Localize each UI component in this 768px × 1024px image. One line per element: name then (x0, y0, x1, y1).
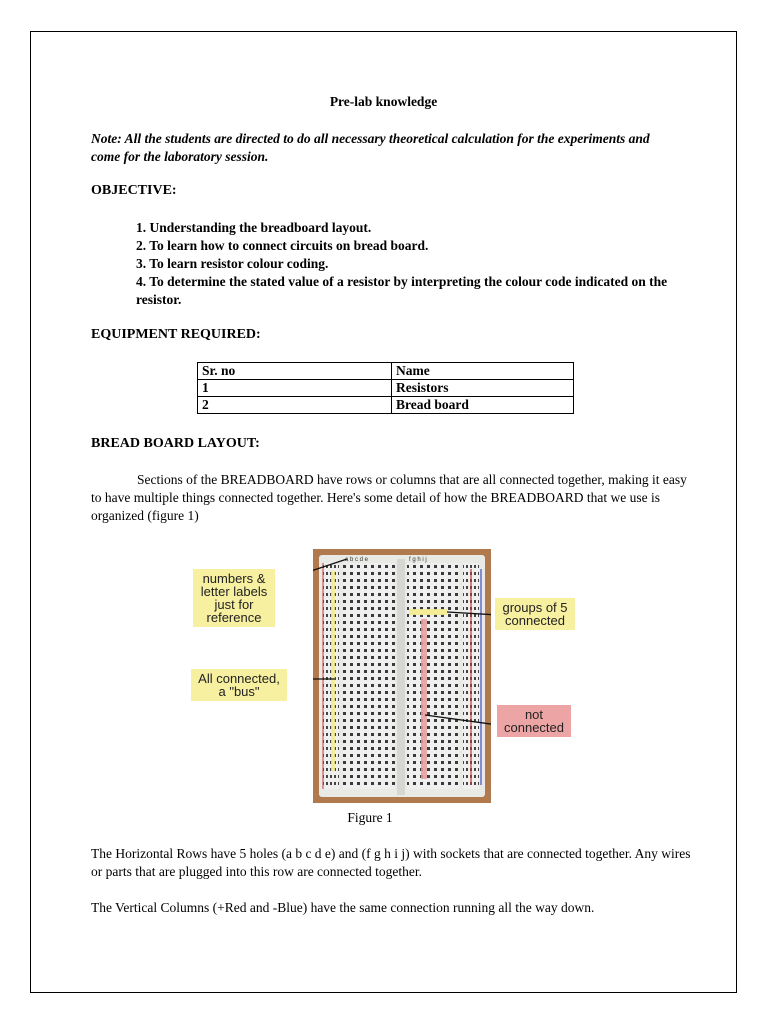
objective-heading: OBJECTIVE: (91, 183, 177, 198)
table-header-row (198, 363, 574, 380)
breadboard-illustration (313, 549, 491, 803)
objective-item: 4. To determine the stated value of a resistor by interpreting the colour code indicated on the resistor. (136, 274, 668, 307)
label-numbers: numbers & letter labels just for reference (193, 569, 275, 627)
objective-item: 2. To learn how to connect circuits on bread board. (136, 238, 429, 253)
document-page (30, 31, 737, 993)
label-groups: groups of 5 connected (495, 598, 575, 630)
breadboard-heading: BREAD BOARD LAYOUT: (91, 436, 260, 451)
equipment-heading: EQUIPMENT REQUIRED: (91, 327, 261, 342)
table-cell: Resistors (392, 380, 574, 397)
table-row (198, 397, 574, 414)
table-row (198, 380, 574, 397)
table-cell: Bread board (392, 397, 574, 414)
label-bus: All connected, a "bus" (191, 669, 287, 701)
objective-item: 1. Understanding the breadboard layout. (136, 220, 372, 235)
equipment-table (197, 362, 574, 414)
page-title: Pre-lab knowledge (329, 94, 438, 109)
table-cell: 1 (198, 380, 392, 397)
table-header-cell: Name (392, 363, 574, 380)
figure-caption: Figure 1 (347, 810, 393, 825)
table-cell: 2 (198, 397, 392, 414)
vertical-columns-text: The Vertical Columns (+Red and -Blue) have the same connection running all the way down. (91, 900, 595, 915)
objective-item: 3. To learn resistor colour coding. (136, 256, 329, 271)
note-text: Note: All the students are directed to do all necessary theoretical calculation for the experiments and come for the laboratory session. (91, 131, 650, 164)
table-header-cell: Sr. no (198, 363, 392, 380)
objective-list (136, 219, 676, 309)
breadboard-intro: Sections of the BREADBOARD have rows or columns that are all connected together, making it easy to have multiple things connected together. Here's some detail of how the BREADBOARD that we use is organized (figure 1) (91, 472, 687, 523)
horizontal-rows-text: The Horizontal Rows have 5 holes (a b c d e) and (f g h i j) with sockets that are connected together. Any wires or parts that are plugged into this row are connected together. (91, 846, 691, 879)
label-not-connected: not connected (497, 705, 571, 737)
board-letters-right: f g h i j (409, 557, 427, 563)
board-letters-left: a b c d e (345, 557, 369, 563)
breadboard-figure (313, 549, 491, 803)
